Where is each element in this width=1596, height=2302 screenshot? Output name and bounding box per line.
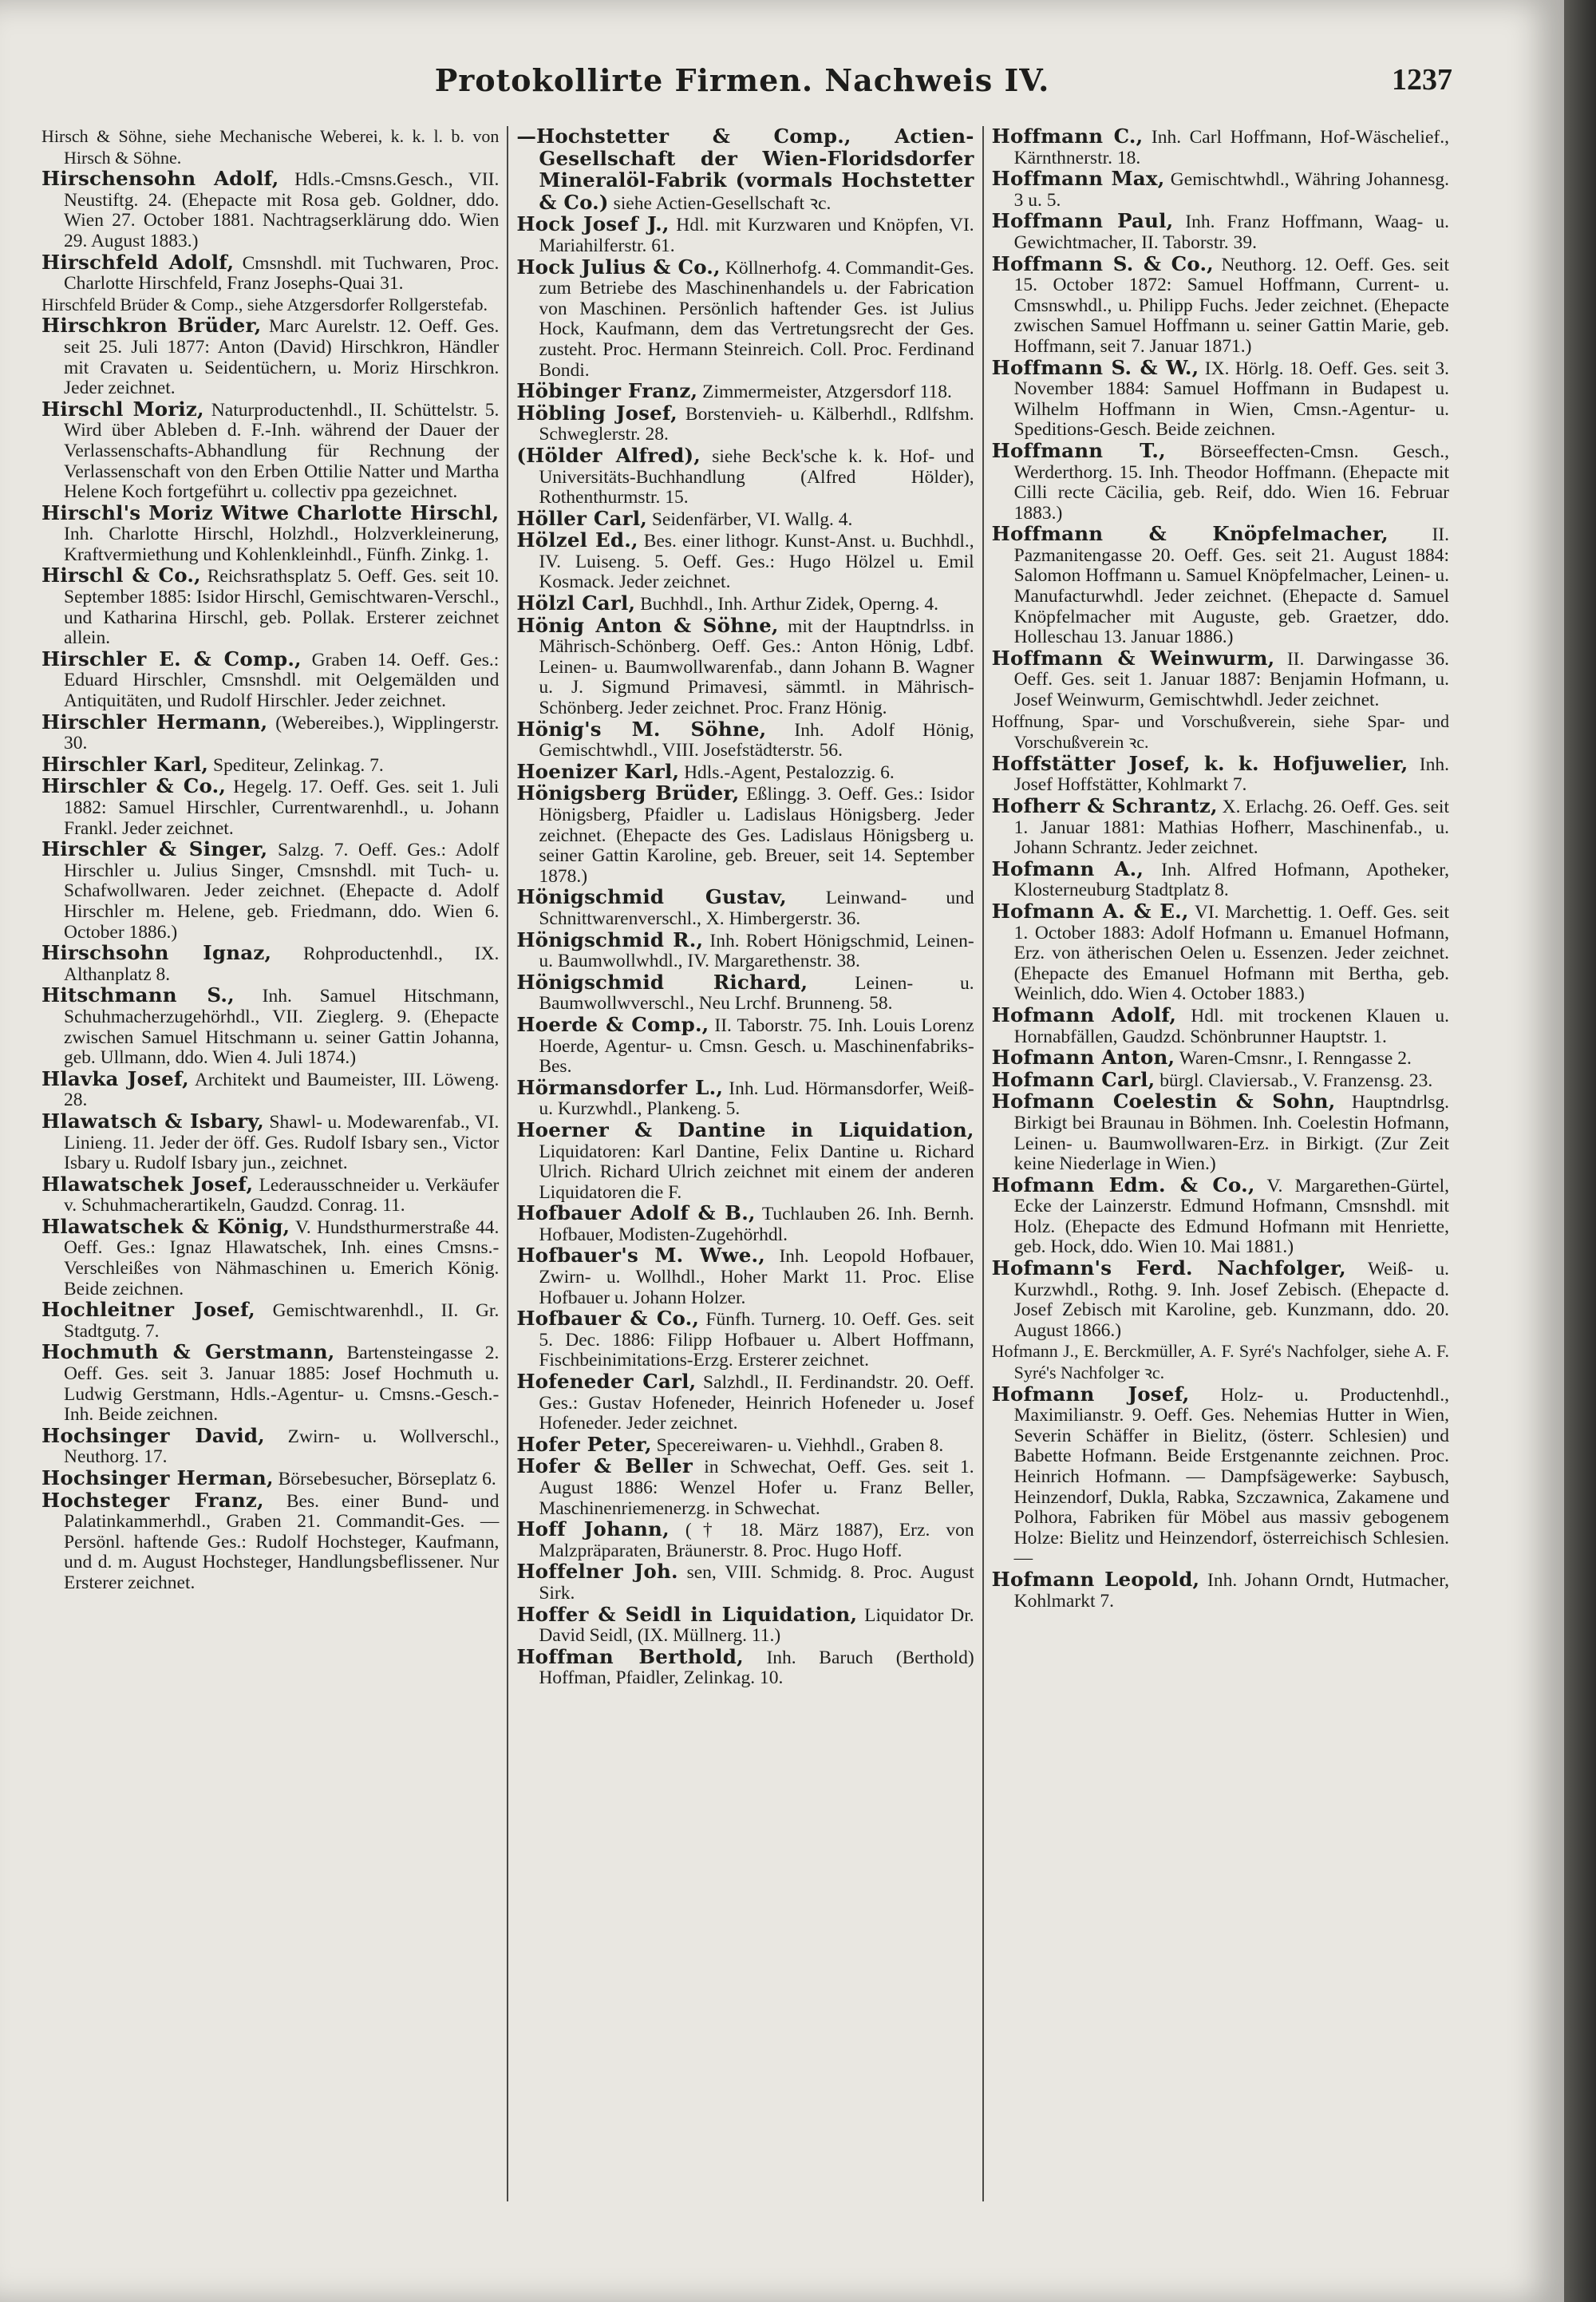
firm-name: Hock Josef J., — [516, 212, 670, 236]
column-divider — [507, 126, 508, 2201]
directory-entry — [516, 214, 974, 256]
directory-entry — [516, 1203, 974, 1245]
entry-text: Liquidator Dr. David Seidl, (IX. Müllnerg. 11.) — [539, 1604, 974, 1647]
firm-name: Hofer Peter, — [516, 1432, 652, 1456]
firm-name: Hofherr & Schrantz, — [991, 794, 1218, 817]
directory-entry — [516, 1456, 974, 1519]
directory-entry — [41, 985, 499, 1068]
firm-name: Hochsteger Franz, — [41, 1488, 264, 1512]
directory-entry — [992, 648, 1449, 711]
directory-entry — [516, 1117, 974, 1203]
directory-entry — [41, 649, 499, 712]
entry-text: mit der Hauptndrlss. in Mährisch-Schönberg. Oeff. Ges.: Anton Hönig, Ldbf. Leinen- u. Baumwollwarenfab., dann Johann B. Wagner u. J. Sigmund Primavesi, sämmtl. in Mährisch-Schönberg. Jeder zeichnet. Proc. Franz Hönig. — [539, 615, 974, 719]
entry-text: Inh. Robert Hönigschmid, Leinen- u. Baumwollwhdl., IV. Margarethenstr. 38. — [539, 930, 974, 972]
directory-entry — [516, 1434, 974, 1457]
directory-entry — [516, 126, 974, 214]
firm-name: Hönig's M. Söhne, — [516, 717, 767, 741]
entry-text: in Schwechat, Oeff. Ges. seit 1. August 1886: Wenzel Hofer u. Franz Beller, Maschinenriemenerzg. in Schwechat. — [539, 1457, 974, 1519]
firm-name: Höbling Josef, — [516, 401, 678, 425]
entry-text: IX. Hörlg. 18. Oeff. Ges. seit 3. November 1884: Samuel Hoffmann in Budapest u. Wilhelm Hoffmann in Wien, Cmsn.-Agentur- u. Speditions-Gesch. Beide zeichnen. — [1013, 358, 1449, 441]
entry-text: Inh. Adolf Hönig, Gemischtwhdl., VIII. Josefstädterstr. 56. — [539, 719, 974, 761]
directory-entry — [992, 796, 1449, 859]
directory-entry — [41, 1423, 500, 1468]
directory-entry — [991, 856, 1449, 901]
page-title: Protokollirte Firmen. Nachweis IV. — [434, 62, 1050, 98]
directory-entry — [41, 168, 499, 251]
firm-name: Hönigschmid Gustav, — [516, 885, 787, 909]
entry-text: siehe Actien-Gesellschaft ꝛc. — [608, 192, 832, 214]
firm-name: Hofmann Leopold, — [991, 1567, 1200, 1591]
entry-text: VI. Marchettig. 1. Oeff. Ges. seit 1. October 1883: Adolf Hofmann u. Emanuel Hofmann, Erz. von ätherischen Oelen u. Essenzen. Jeder zeichnet. (Ehepacte des Emanuel Hofmann mit Bertha, geb. Weinlich, ddo. Wien 4. October 1883.) — [1013, 901, 1449, 1005]
firm-name: Hönigschmid R., — [516, 928, 704, 951]
directory-entry — [516, 1604, 974, 1647]
entry-text: Eßlingg. 3. Oeff. Ges.: Isidor Hönigsberg, Pfaidler u. Ladislaus Hönigsberg. Jeder zeichnet. (Ehepacte des Ges. Ladislaus Hönigsberg u. seiner Gattin Karoline, geb. Breuer, seit 14. September 1878.) — [539, 784, 974, 887]
firm-name: Hoerner & Dantine in Liquidation, — [516, 1117, 974, 1141]
directory-entry — [516, 783, 974, 887]
firm-name: (Hölder Alfred), — [516, 443, 701, 467]
directory-entry — [516, 1561, 974, 1604]
directory-entry — [41, 315, 499, 398]
entry-text: Zwirn- u. Wollverschl., Neuthorg. 17. — [64, 1426, 500, 1468]
entry-text: Zimmermeister, Atzgersdorf 118. — [697, 382, 952, 403]
entry-text: Bes. einer lithogr. Kunst-Anst. u. Buchhdl., IV. Luiseng. 5. Oeff. Ges.: Hugo Hölzel u. Emil Kosmack. Jeder zeichnet. — [539, 531, 974, 593]
entry-text: II. Taborstr. 75. Inh. Louis Lorenz Hoerde, Agentur- u. Cmsn. Gesch. u. Maschinenfabriks-Bes. — [539, 1015, 974, 1078]
firm-name: Hofbauer & Co., — [516, 1307, 700, 1331]
entry-text: X. Erlachg. 26. Oeff. Ges. seit 1. Januar 1881: Mathias Hofherr, Maschinenfab., u. Johann Schrantz. Jeder zeichnet. — [1013, 797, 1449, 859]
directory-entry — [516, 972, 974, 1015]
firm-name: Hoffmann Max, — [991, 167, 1165, 191]
directory-entry — [992, 901, 1449, 1005]
firm-name: Hoffmann S. & W., — [991, 355, 1199, 379]
entry-text: Inh. Leopold Hofbauer, Zwirn- u. Wollhdl., Hoher Markt 11. Proc. Elise Hofbauer u. Johann Holzer. — [539, 1246, 974, 1308]
firm-name: Hörmansdorfer L., — [516, 1075, 724, 1099]
entry-text: Architekt und Baumeister, III. Löweng. 28. — [64, 1069, 500, 1111]
firm-name: Hoffmann & Knöpfelmacher, — [991, 522, 1389, 546]
directory-entry — [992, 1569, 1449, 1612]
directory-entry — [41, 565, 499, 648]
directory-entry — [992, 524, 1449, 648]
directory-entry — [992, 1091, 1449, 1174]
directory-entry — [516, 508, 974, 531]
firm-name: Hochmuth & Gerstmann, — [41, 1340, 335, 1364]
scan-edge-shadow — [1564, 0, 1596, 2302]
firm-name: Hlawatschek & König, — [41, 1214, 290, 1238]
directory-entry — [516, 761, 974, 784]
directory-entry — [516, 530, 974, 593]
entry-text: Fünfh. Turnerg. 10. Oeff. Ges. seit 5. Dec. 1886: Filipp Hofbauer u. Albert Hoffmann, Fischbeinimitations-Erzg. Ersterer zeichnet. — [539, 1309, 974, 1371]
directory-entry — [992, 1258, 1449, 1341]
directory-entry — [516, 1644, 974, 1689]
entry-text: Hegelg. 17. Oeff. Ges. seit 1. Juli 1882: Samuel Hirschler, Currentwarenhdl., u. Johann Frankl. Jeder zeichnet. — [64, 777, 500, 839]
directory-entry — [41, 295, 499, 316]
page-header — [32, 62, 1452, 118]
directory-entry — [516, 887, 974, 929]
entry-text: bürgl. Claviersab., V. Franzensg. 23. — [1155, 1070, 1433, 1091]
directory-entry — [41, 1342, 499, 1425]
directory-entry — [516, 1245, 974, 1308]
directory-entry — [516, 1075, 974, 1120]
directory-entry — [41, 712, 499, 754]
entry-text: Specereiwaren- u. Viehhdl., Graben 8. — [651, 1434, 944, 1456]
entry-text: Hdl. mit Kurzwaren und Knöpfen, VI. Mariahilferstr. 61. — [539, 215, 974, 256]
column-3 — [986, 126, 1456, 2201]
firm-name: Hofeneder Carl, — [516, 1370, 697, 1394]
directory-entry — [41, 1111, 499, 1174]
directory-entry — [992, 1384, 1449, 1569]
entry-text: Seidenfärber, VI. Wallg. 4. — [646, 508, 853, 530]
firm-name: Höller Carl, — [516, 506, 647, 530]
directory-entry — [992, 211, 1449, 253]
firm-name: Hoffmann Paul, — [991, 209, 1174, 233]
directory-entry — [992, 711, 1449, 753]
firm-name: Hochsinger David, — [41, 1423, 265, 1447]
firm-name: Hoffman Berthold, — [516, 1644, 744, 1668]
firm-name: Hirschsohn Ignaz, — [41, 941, 272, 965]
firm-name: Hoffmann S. & Co., — [991, 251, 1214, 275]
entry-text: Bartensteingasse 2. Oeff. Ges. seit 3. Januar 1885: Josef Hochmuth u. Ludwig Gerstmann, Hdls.-Agentur- u. Cmsns.-Gesch.-Inh. Beide zeichnen. — [64, 1343, 500, 1426]
firm-name: Hirschler & Singer, — [41, 837, 268, 861]
entry-text: sen, VIII. Schmidg. 8. Proc. August Sirk. — [539, 1562, 974, 1604]
entry-text: Inh. Lud. Hörmansdorfer, Weiß- u. Kurzwhdl., Plankeng. 5. — [539, 1078, 974, 1120]
entry-text: Rohproductenhdl., IX. Althanplatz 8. — [64, 943, 500, 985]
directory-entry — [41, 776, 499, 839]
firm-name: Hofmann A. & E., — [991, 899, 1189, 923]
directory-entry — [41, 399, 499, 503]
firm-name: Hofer & Beller — [516, 1454, 693, 1478]
directory-entry — [991, 355, 1449, 441]
entry-text: Salzg. 7. Oeff. Ges.: Adolf Hirschler u. Julius Singer, Cmsnshdl. mit Tuch- u. Schafwollwaren. Jeder zeichnet. (Ehepacte d. Adolf Hirschler m. Helene, geb. Friedmann, ddo. Wien 6. October 1886.) — [64, 840, 500, 943]
firm-name: Hlawatsch & Isbary, — [41, 1109, 264, 1133]
entry-text: Gemischtwhdl., Währing Johannesg. 3 u. 5. — [1013, 169, 1449, 211]
entry-text: († 18. März 1887), Erz. von Malzpräparaten, Bräunerstr. 8. Proc. Hugo Hoff. — [539, 1520, 974, 1561]
directory-entry — [41, 1299, 499, 1342]
firm-name: Hofbauer's M. Wwe., — [516, 1244, 765, 1268]
firm-name: Hönigsberg Brüder, — [516, 781, 740, 805]
firm-name: Hölzel Ed., — [516, 528, 638, 552]
firm-name: Hofmann Edm. & Co., — [991, 1173, 1255, 1196]
entry-text: Inh. Baruch (Berthold) Hoffman, Pfaidler, Zelinkag. 10. — [539, 1647, 974, 1689]
entry-text: Hofmann J., E. Berckmüller, A. F. Syré's Nachfolger, siehe A. F. Syré's Nachfolger ꝛc. — [991, 1341, 1449, 1383]
firm-name: Hirschler & Co., — [41, 774, 227, 798]
directory-entry — [516, 381, 974, 403]
entry-text: Gemischtwarenhdl., II. Gr. Stadtgutg. 7. — [64, 1300, 500, 1342]
directory-entry — [516, 403, 974, 445]
firm-name: Hochleitner Josef, — [41, 1298, 255, 1322]
entry-text: Leinwand- und Schnittwarenverschl., X. Himbergerstr. 36. — [539, 888, 974, 929]
entry-text: Inh. Franz Hoffmann, Waag- u. Gewichtmacher, II. Taborstr. 39. — [1013, 212, 1449, 253]
firm-name: Hoffmann T., — [991, 438, 1166, 462]
directory-entry — [992, 1047, 1449, 1070]
firm-name: Hölzl Carl, — [516, 591, 636, 615]
entry-text: Hauptndrlsg. Birkigt bei Braunau in Böhmen. Inh. Coelestin Hofmann, Leinen- u. Baumwollwaren-Erz. in Birkigt. (Zur Zeit keine Niederlage in Wien.) — [1013, 1092, 1449, 1175]
directory-entry — [992, 753, 1449, 796]
firm-name: Hofmann Josef, — [991, 1382, 1190, 1406]
firm-name: Hofbauer Adolf & B., — [516, 1201, 756, 1225]
entry-text: Neuthorg. 12. Oeff. Ges. seit 15. October 1872: Samuel Hoffmann, Current- u. Cmsnswhdl., u. Philipp Fuchs. Jeder zeichnet. (Ehepacte zwischen Samuel Hoffmann u. seiner Gattin Marie, geb. Hoffmann, seit 7. Januar 1871.) — [1013, 254, 1449, 357]
firm-name: Hönig Anton & Söhne, — [516, 613, 779, 637]
entry-text: II. Pazmanitengasse 20. Oeff. Ges. seit 21. August 1884: Salomon Hoffmann u. Samuel Knöpfelmacher, Leinen- u. Manufacturwhdl. Jeder zeichnet. (Ehepacte d. Samuel Knöpfelmacher mit Auguste, geb. Graetzer, ddo. Holleschau 13. Januar 1886.) — [1013, 524, 1449, 648]
directory-entry — [516, 1371, 974, 1434]
firm-name: Hoerde & Comp., — [516, 1012, 709, 1036]
directory-entry — [992, 1341, 1449, 1383]
column-1 — [35, 126, 505, 2201]
firm-name: Hoenizer Karl, — [516, 759, 680, 783]
firm-name: Höbinger Franz, — [516, 379, 698, 403]
firm-name: Hirschler E. & Comp., — [41, 647, 302, 670]
entry-text: Shawl- u. Modewarenfab., VI. Linieng. 11. Jeder der öff. Ges. Rudolf Isbary sen., Victor Isbary u. Rudolf Isbary jun., zeichnet. — [64, 1111, 500, 1174]
firm-name: Hoffstätter Josef, k. k. Hofjuwelier, — [991, 751, 1408, 775]
entry-text: Borstenvieh- u. Kälberhdl., Rdlfshm. Schweglerstr. 28. — [539, 403, 974, 445]
entry-text: Hdls.-Agent, Pestalozzig. 6. — [679, 761, 895, 783]
directory-entry — [41, 126, 499, 168]
entry-text: Liquidatoren: Karl Dantine, Felix Dantine u. Richard Ulrich. Richard Ulrich zeichnet mit einem der anderen Liquidatoren die F. — [539, 1141, 974, 1203]
firm-name: Hirschler Hermann, — [41, 710, 268, 734]
firm-name: Hirschensohn Adolf, — [41, 167, 279, 191]
directory-entry — [991, 1067, 1449, 1092]
entry-text: Börsebesucher, Börseplatz 6. — [273, 1469, 496, 1489]
entry-text: Inh. Carl Hoffmann, Hof-Wäschelief., Kärnthnerstr. 18. — [1013, 127, 1449, 168]
entry-text: Waren-Cmsnr., I. Renngasse 2. — [1175, 1048, 1412, 1070]
firm-name: Hochsinger Herman, — [41, 1466, 274, 1489]
firm-name: Hoffelner Joh. — [516, 1560, 678, 1584]
firm-name: Hirschkron Brüder, — [41, 314, 262, 338]
directory-entry — [41, 1066, 500, 1111]
directory-entry — [516, 257, 974, 382]
firm-name: Hofmann Adolf, — [991, 1003, 1177, 1026]
entry-text: (Webereibes.), Wipplingerstr. 30. — [64, 712, 500, 754]
entry-text: Spediteur, Zelinkag. 7. — [208, 754, 384, 776]
entry-text: II. Darwingasse 36. Oeff. Ges. seit 1. Januar 1887: Benjamin Hofmann, u. Josef Weinwurm, Gemischtwhdl. Jeder zeichnet. — [1013, 648, 1449, 711]
directory-entry — [516, 719, 974, 761]
entry-text: Buchhdl., Inh. Arthur Zidek, Operng. 4. — [635, 594, 939, 615]
directory-entry — [41, 943, 499, 985]
entry-text: Hdls.-Cmsns.Gesch., VII. Neustiftg. 24. (Ehepacte mit Rosa geb. Goldner, ddo. Wien 27. October 1881. Nachtragserklärung ddo. Wien 29. August 1883.) — [64, 169, 500, 251]
entry-text: Börseeffecten-Cmsn. Gesch., Werderthorg. 15. Inh. Theodor Hoffmann. (Ehepacte mit Cilli recte Cäcilia, geb. Reif, ddo. Wien 16. Februar 1883.) — [1013, 441, 1449, 524]
directory-entry — [991, 251, 1449, 358]
column-2 — [510, 126, 980, 2201]
directory-entry — [992, 168, 1449, 211]
entry-text: Inh. Josef Hoffstätter, Kohlmarkt 7. — [1013, 753, 1449, 796]
firm-name: Hoff Johann, — [516, 1517, 670, 1541]
directory-entry — [992, 1005, 1449, 1047]
directory-entry — [41, 839, 499, 943]
directory-entry — [992, 126, 1449, 168]
directory-entry — [516, 593, 974, 615]
directory-entry — [41, 1468, 499, 1490]
firm-name: Hirschfeld Adolf, — [41, 250, 235, 274]
firm-name: Hofmann Coelestin & Sohn, — [991, 1090, 1336, 1113]
entry-text: Salzhdl., II. Ferdinandstr. 20. Oeff. Ges.: Gustav Hofeneder, Heinrich Hofeneder u. Josef Hofeneder. Jeder zeichnet. — [539, 1372, 974, 1434]
directory-entry — [41, 252, 499, 295]
entry-text: Holz- u. Productenhdl., Maximilianstr. 9. Oeff. Ges. Nehemias Hutter in Wien, Severin Schäffer in Bielitz, (österr. Schlesien) und Babette Hofmann. Beide Erstgenannte zeichnen. Proc. Heinrich Hofmann. — Dampfsägewerke: Saybusch, Heinzendorf, Dukla, Rabka, Szczawnica, Zakamene und Polhora, Fabriken für Möbel aus massiv gebogenem Holze: Bielitz und Heinzendorf, österreichisch Schlesien. — — [1013, 1384, 1449, 1569]
firm-name: Hoffer & Seidl in Liquidation, — [516, 1602, 858, 1626]
page-number: 1237 — [1392, 63, 1452, 97]
firm-name: Hofmann Carl, — [991, 1067, 1156, 1091]
firm-name: Hoffmann C., — [991, 125, 1144, 148]
entry-text: Köllnerhofg. 4. Commandit-Ges. zum Betriebe des Maschinenhandels u. der Fabrication von Maschinen. Persönlich haftender Ges. ist Julius Hock, Kaufmann, dem das Vertretungsrecht der Ges. zusteht. Proc. Hermann Steinreich. Coll. Proc. Ferdinand Bondi. — [539, 257, 974, 381]
firm-name: Hirschl Moriz, — [41, 397, 204, 421]
directory-entry — [41, 1216, 499, 1299]
directory-entry — [41, 754, 499, 777]
entry-text: Hdl. mit trockenen Klauen u. Hornabfällen, Gaudzd. Schönbrunner Hauptstr. 1. — [1013, 1005, 1449, 1047]
entry-text: Hirsch & Söhne, siehe Mechanische Weberei, k. k. l. b. von Hirsch & Söhne. — [41, 126, 500, 168]
firm-name: Hlawatschek Josef, — [41, 1172, 254, 1196]
entry-text: Inh. Charlotte Hirschl, Holzhdl., Holzverkleinerung, Kraftvermiethung und Kohlenkleinhdl., Fünfh. Zinkg. 1. — [64, 524, 500, 565]
entry-text: V. Hundsthurmerstraße 44. Oeff. Ges.: Ignaz Hlawatschek, Inh. eines Cmsns.-Verschleißes von Nähmaschinen u. Emerich König. Beide zeichnen. — [64, 1216, 500, 1299]
firm-name: —Hochstetter & Comp., Actien-Gesellschaft der Wien-Floridsdorfer Mineralöl-Fabrik (vormals Hochstetter & Co.) — [516, 125, 974, 214]
firm-name: Hönigschmid Richard, — [516, 970, 808, 994]
entry-text: Hoffnung, Spar- und Vorschußverein, siehe Spar- und Vorschußverein ꝛc. — [991, 710, 1449, 753]
directory-entry — [516, 1519, 974, 1561]
directory-entry — [516, 615, 974, 719]
entry-text: Naturproductenhdl., II. Schüttelstr. 5. Wird über Ableben d. F.-Inh. während der Dauer der Verlassenschafts-Abhandlung für Rechnung der Verlassenschaft von den Erben Ottilie Natter und Martha Helene Koch fortgeführt u. collectiv ppa gezeichnet. — [64, 399, 500, 503]
column-divider — [982, 126, 984, 2201]
firm-name: Hofmann's Ferd. Nachfolger, — [991, 1256, 1346, 1280]
entry-text: Inh. Johann Orndt, Hutmacher, Kohlmarkt 7. — [1013, 1569, 1449, 1612]
entry-text: Inh. Samuel Hitschmann, Schuhmacherzugehörhdl., VII. Zieglerg. 9. (Ehepacte zwischen Samuel Hitschmann u. seiner Gattin Johanna, geb. Ullmann, ddo. Wien 4. Juli 1874.) — [64, 986, 500, 1069]
entry-text: Lederausschneider u. Verkäufer v. Schuhmacherartikeln, Gaudzd. Conrag. 11. — [64, 1174, 500, 1216]
directory-entry — [991, 438, 1449, 524]
entry-text: Inh. Alfred Hofmann, Apotheker, Klosterneuburg Stadtplatz 8. — [1013, 859, 1449, 901]
entry-text: Marc Aurelstr. 12. Oeff. Ges. seit 25. Juli 1877: Anton (David) Hirschkron, Händler mit Cravaten u. Seidentüchern, u. Moriz Hirschkron. Jeder zeichnet. — [64, 316, 500, 399]
directory-entry — [992, 1175, 1449, 1258]
entry-text: Graben 14. Oeff. Ges.: Eduard Hirschler, Cmsnshdl. mit Oelgemälden und Antiquitäten, und Rudolf Hirschler. Jeder zeichnet. — [64, 649, 500, 712]
directory-entry — [516, 1012, 974, 1078]
directory-entry — [516, 930, 974, 972]
entry-text: V. Margarethen-Gürtel, Ecke der Lainzerstr. Edmund Hofmann, Cmsnshdl. mit Holz. (Ehepacte des Edmund Hofmann mit Henriette, geb. Hock, ddo. Wien 10. Mai 1881.) — [1013, 1175, 1449, 1258]
directory-entry — [41, 1490, 499, 1594]
entry-text: Reichsrathsplatz 5. Oeff. Ges. seit 10. September 1885: Isidor Hirschl, Gemischtwaren-Verschl., und Katharina Hirschl, geb. Pollak. Ersterer zeichnet allein. — [64, 566, 500, 649]
firm-name: Hock Julius & Co., — [516, 255, 721, 279]
entry-text: Tuchlauben 26. Inh. Bernh. Hofbauer, Modisten-Zugehörhdl. — [539, 1204, 974, 1245]
entry-text: Bes. einer Bund- und Palatinkammerhdl., Graben 21. Commandit-Ges. — Persönl. haftende Ges.: Rudolf Hochsteger, Kaufmann, und d. m. August Hochsteger, Handlungsbeflissener. Nur Ersterer zeichnet. — [64, 1490, 500, 1593]
directory-columns — [35, 126, 1456, 2201]
entry-text: Weiß- u. Kurzwhdl., Rothg. 9. Inh. Josef Zebisch. (Ehepacte d. Josef Zebisch mit Karoline, geb. Kunzmann, ddo. 20. August 1866.) — [1013, 1259, 1449, 1341]
firm-name: Hofmann Anton, — [991, 1046, 1175, 1070]
directory-entry — [516, 445, 974, 508]
directory-entry — [516, 1308, 974, 1371]
entry-text: Hirschfeld Brüder & Comp., siehe Atzgersdorfer Rollgerstefab. — [41, 294, 488, 314]
firm-name: Hoffmann & Weinwurm, — [991, 646, 1275, 670]
firm-name: Hlavka Josef, — [41, 1066, 189, 1090]
firm-name: Hirschl's Moriz Witwe Charlotte Hirschl, — [41, 500, 500, 524]
firm-name: Hirschler Karl, — [41, 752, 209, 776]
firm-name: Hirschl & Co., — [41, 564, 201, 587]
entry-text: siehe Beck'sche k. k. Hof- und Universitäts-Buchhandlung (Alfred Hölder), Rothenthurmstr. 15. — [539, 445, 974, 508]
entry-text: Leinen- u. Baumwollwverschl., Neu Lrchf. Brunneng. 58. — [539, 972, 974, 1015]
firm-name: Hofmann A., — [991, 856, 1144, 880]
directory-entry — [41, 1174, 499, 1216]
directory-entry — [41, 500, 500, 566]
firm-name: Hitschmann S., — [41, 983, 235, 1007]
entry-text: Cmsnshdl. mit Tuchwaren, Proc. Charlotte Hirschfeld, Franz Josephs-Quai 31. — [64, 252, 500, 295]
